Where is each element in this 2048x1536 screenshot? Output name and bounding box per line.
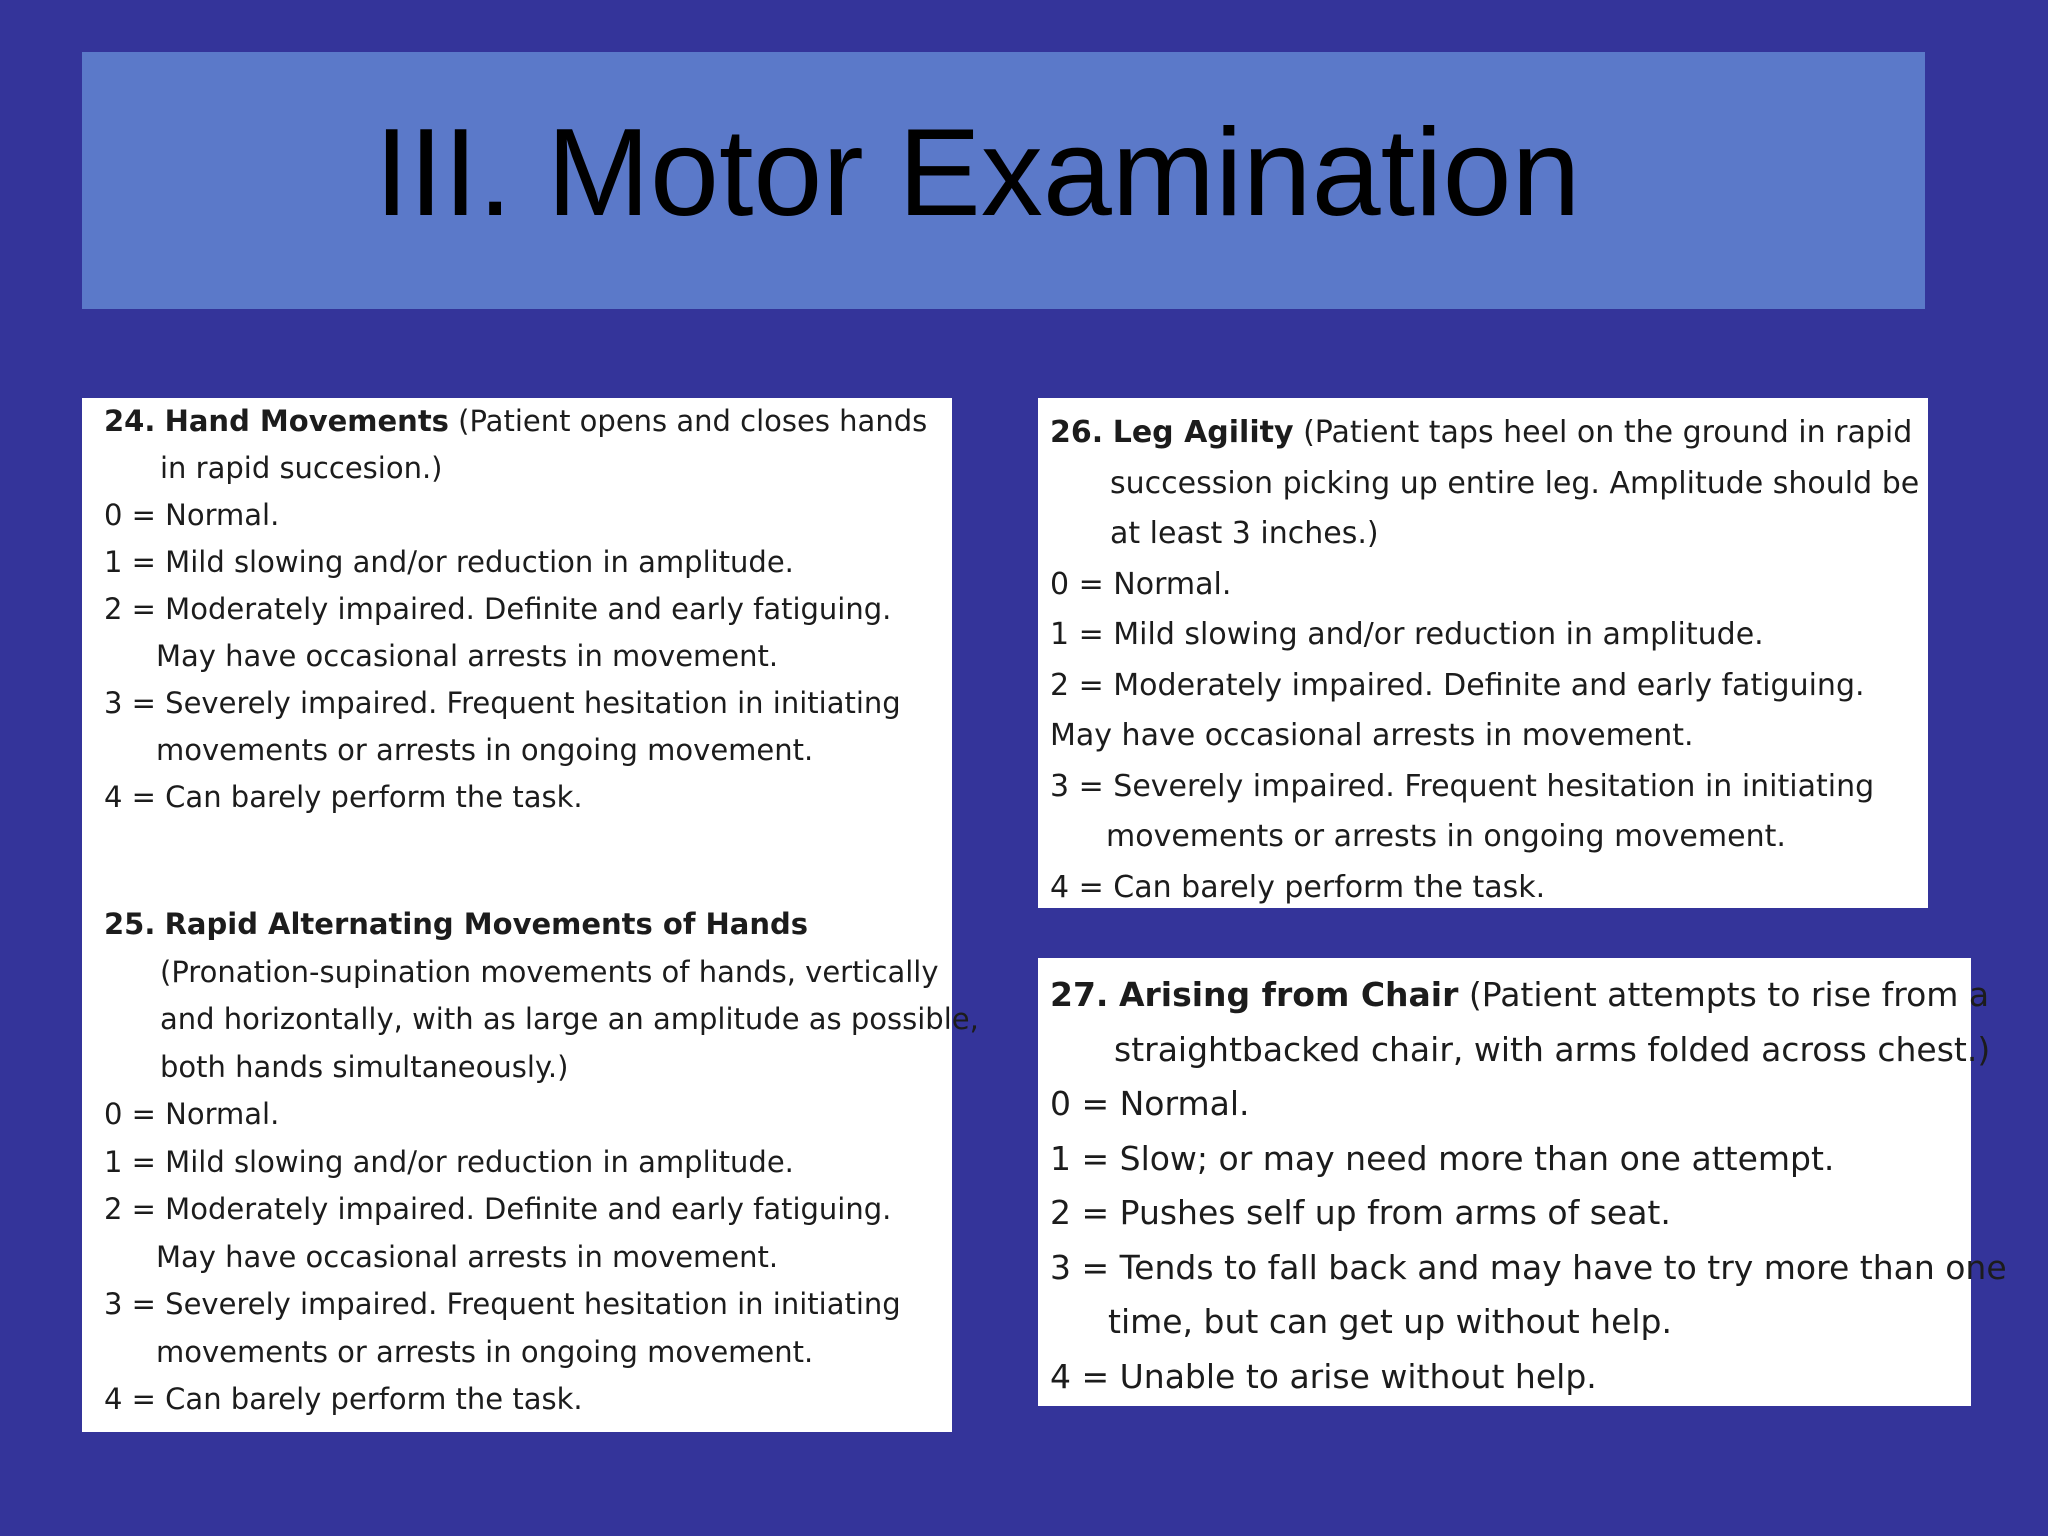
score-item-continuation: movements or arrests in ongoing movement. [1106, 819, 1786, 854]
section-heading [1050, 968, 1990, 1023]
score-item: 2 = Moderately impaired. Definite and early fatiguing. [104, 592, 892, 626]
section-description: (Patient taps heel on the ground in rapid [1303, 415, 1913, 450]
section-number: 25. [104, 907, 156, 941]
section-description: in rapid succesion.) [160, 451, 443, 485]
section-heading [104, 398, 952, 445]
score-item-continuation: May have occasional arrests in movement. [156, 1239, 779, 1274]
score-item-continuation: May have occasional arrests in movement. [156, 639, 779, 673]
score-item: 1 = Mild slowing and/or reduction in amplitude. [104, 545, 794, 579]
panel-hand-movements [82, 398, 979, 1432]
score-item: 3 = Severely impaired. Frequent hesitation in initiating [1050, 768, 1875, 804]
score-item: 0 = Normal. [1050, 1084, 1250, 1123]
title-banner [82, 52, 1925, 309]
section-heading [104, 901, 952, 949]
score-item: 1 = Mild slowing and/or reduction in amplitude. [104, 1144, 794, 1179]
score-item-continuation: time, but can get up without help. [1108, 1302, 1672, 1341]
score-item: 2 = Pushes self up from arms of seat. [1050, 1193, 1671, 1232]
score-item-continuation: May have occasional arrests in movement. [1050, 718, 1694, 753]
slide-title: III. Motor Examination [374, 103, 1581, 242]
score-item: 4 = Can barely perform the task. [104, 780, 583, 814]
score-item-continuation: movements or arrests in ongoing movement. [156, 1334, 814, 1369]
section-description: (Patient opens and closes hands [458, 404, 928, 438]
panel-leg-agility [1038, 398, 1928, 908]
section-description: straightbacked chair, with arms folded across chest.) [1114, 1029, 1991, 1069]
score-item: 3 = Severely impaired. Frequent hesitation in initiating [104, 1287, 901, 1321]
score-item: 0 = Normal. [104, 1097, 280, 1131]
section-27 [1050, 968, 2007, 1404]
section-number: 24. [104, 404, 156, 438]
score-item: 0 = Normal. [1050, 566, 1232, 602]
panel-arising-from-chair [1038, 958, 2007, 1406]
section-description: (Pronation-supination movements of hands, vertically [160, 954, 939, 989]
section-number: 27. [1050, 975, 1109, 1014]
section-description: succession picking up entire leg. Amplitude should be [1110, 465, 1920, 501]
section-description: at least 3 inches.) [1110, 516, 1379, 551]
section-24 [104, 398, 952, 821]
section-name: Arising from Chair [1118, 975, 1459, 1014]
section-description: (Patient attempts to rise from a [1468, 975, 1990, 1014]
section-description: both hands simultaneously.) [160, 1049, 569, 1084]
score-item: 4 = Can barely perform the task. [104, 1382, 583, 1416]
section-26 [1050, 408, 1928, 913]
score-item: 2 = Moderately impaired. Definite and early fatiguing. [104, 1192, 892, 1226]
section-description: and horizontally, with as large an amplitude as possible, [160, 1002, 979, 1036]
section-number: 26. [1050, 415, 1104, 450]
score-item: 2 = Moderately impaired. Definite and early fatiguing. [1050, 667, 1865, 703]
section-name: Hand Movements [164, 404, 449, 438]
section-name: Leg Agility [1112, 415, 1294, 450]
score-item-continuation: movements or arrests in ongoing movement. [156, 733, 814, 767]
score-item: 4 = Unable to arise without help. [1050, 1356, 1597, 1396]
score-item: 3 = Severely impaired. Frequent hesitation in initiating [104, 686, 901, 720]
score-item: 4 = Can barely perform the task. [1050, 869, 1546, 905]
score-item: 3 = Tends to fall back and may have to try more than one [1050, 1247, 2007, 1287]
score-item: 1 = Slow; or may need more than one attempt. [1050, 1138, 1835, 1178]
score-item: 0 = Normal. [104, 498, 280, 532]
section-heading [1050, 408, 1928, 459]
section-name: Rapid Alternating Movements of Hands [164, 907, 809, 941]
score-item: 1 = Mild slowing and/or reduction in amplitude. [1050, 617, 1764, 652]
section-25 [104, 901, 979, 1424]
